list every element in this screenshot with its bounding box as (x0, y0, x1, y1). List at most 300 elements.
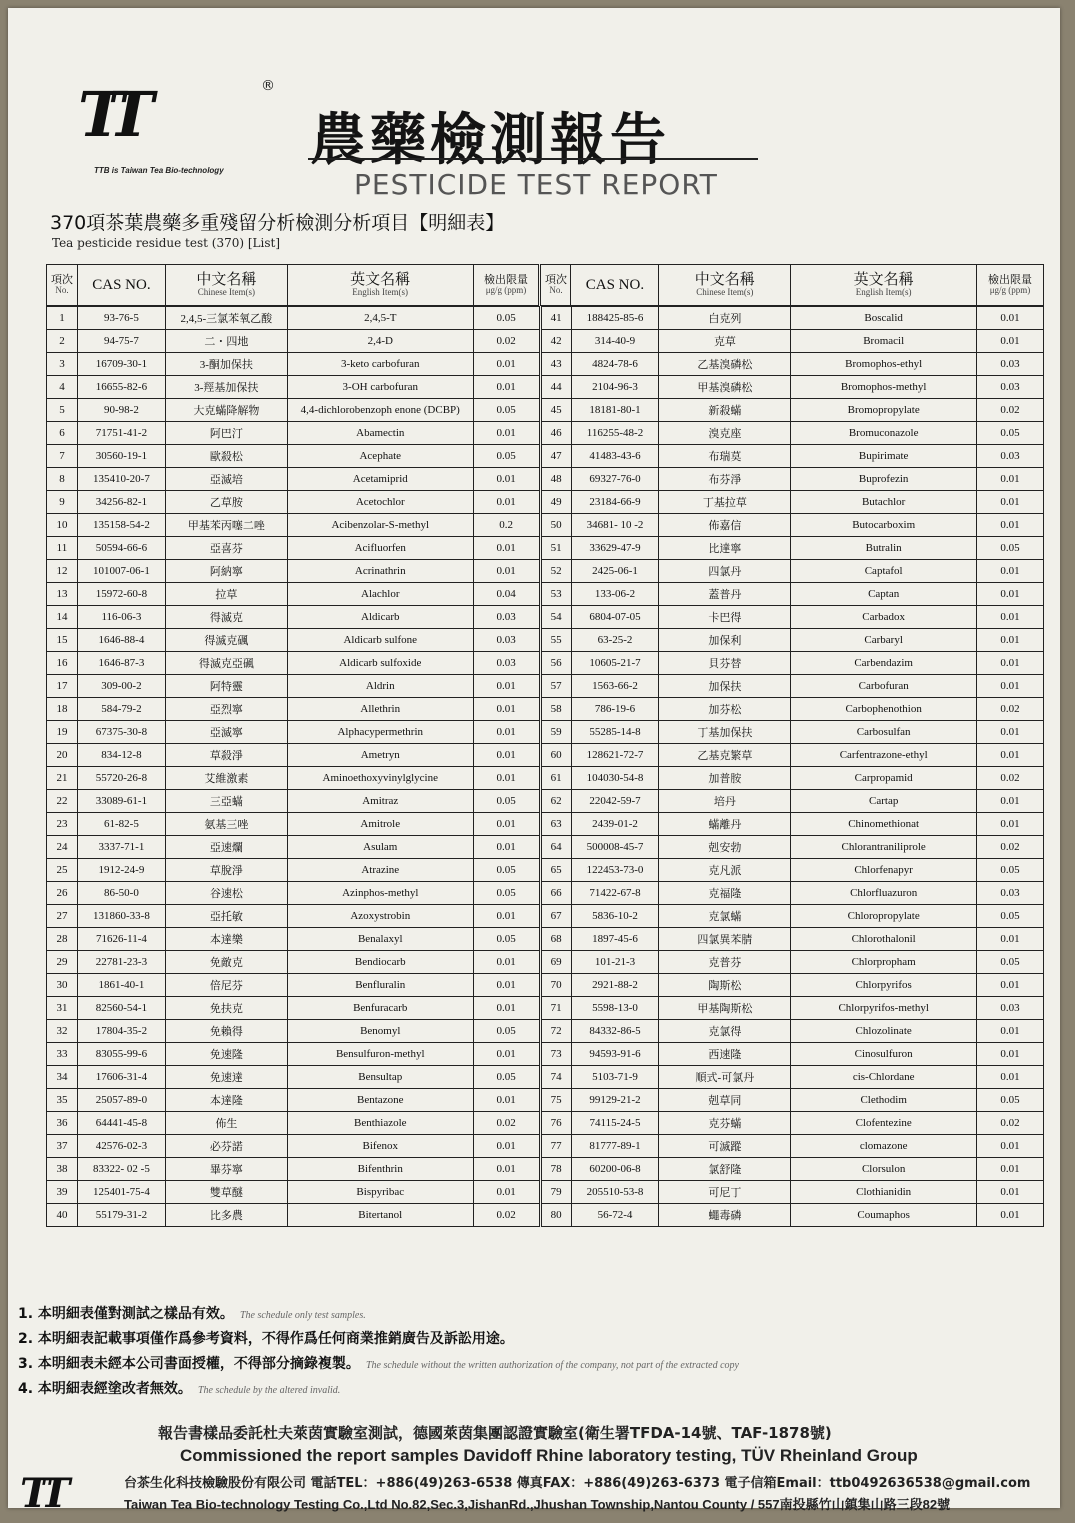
chinese-name: 亞托敏 (165, 905, 287, 928)
detection-limit: 0.02 (977, 767, 1044, 790)
detection-limit: 0.02 (977, 698, 1044, 721)
cas-no: 205510-53-8 (571, 1181, 659, 1204)
detection-limit: 0.01 (977, 1181, 1044, 1204)
row-no: 4 (47, 376, 78, 399)
detection-limit: 0.05 (473, 445, 540, 468)
detection-limit: 0.01 (977, 652, 1044, 675)
cas-no: 4824-78-6 (571, 353, 659, 376)
row-no: 69 (540, 951, 571, 974)
chinese-name: 蓋普丹 (659, 583, 791, 606)
table-row (47, 790, 1044, 813)
title-chinese: 農藥檢測報告 (310, 107, 670, 173)
chinese-name: 亞滅培 (165, 468, 287, 491)
cas-no: 133-06-2 (571, 583, 659, 606)
cas-no: 22042-59-7 (571, 790, 659, 813)
cas-no: 131860-33-8 (77, 905, 165, 928)
row-no: 77 (540, 1135, 571, 1158)
table-row (47, 928, 1044, 951)
row-no: 33 (47, 1043, 78, 1066)
cas-no: 135410-20-7 (77, 468, 165, 491)
table-row (47, 376, 1044, 399)
row-no: 79 (540, 1181, 571, 1204)
cas-no: 16655-82-6 (77, 376, 165, 399)
detection-limit: 0.03 (977, 376, 1044, 399)
cas-no: 42576-02-3 (77, 1135, 165, 1158)
cas-no: 309-00-2 (77, 675, 165, 698)
english-name: Buprofezin (791, 468, 977, 491)
cas-no: 94593-91-6 (571, 1043, 659, 1066)
english-name: Aldicarb sulfone (287, 629, 473, 652)
detection-limit: 0.05 (473, 790, 540, 813)
cas-no: 116-06-3 (77, 606, 165, 629)
detection-limit: 0.05 (977, 422, 1044, 445)
cas-no: 1646-87-3 (77, 652, 165, 675)
registered-mark: ® (261, 78, 275, 94)
cas-no: 2921-88-2 (571, 974, 659, 997)
table-row (47, 652, 1044, 675)
row-no: 74 (540, 1066, 571, 1089)
chinese-name: 克普芬 (659, 951, 791, 974)
cas-no: 90-98-2 (77, 399, 165, 422)
cas-no: 67375-30-8 (77, 721, 165, 744)
cas-no: 10605-21-7 (571, 652, 659, 675)
english-name: Benfluralin (287, 974, 473, 997)
detection-limit: 0.03 (977, 445, 1044, 468)
chinese-name: 甲基溴磷松 (659, 376, 791, 399)
chinese-name: 草脫淨 (165, 859, 287, 882)
cas-no: 122453-73-0 (571, 859, 659, 882)
detection-limit: 0.01 (977, 1158, 1044, 1181)
english-name: Cartap (791, 790, 977, 813)
row-no: 70 (540, 974, 571, 997)
chinese-name: 布瑞莫 (659, 445, 791, 468)
english-name: Chlorpyrifos-methyl (791, 997, 977, 1020)
detection-limit: 0.01 (473, 974, 540, 997)
table-row (47, 744, 1044, 767)
detection-limit: 0.01 (473, 1135, 540, 1158)
row-no: 65 (540, 859, 571, 882)
chinese-name: 卡巴得 (659, 606, 791, 629)
detection-limit: 0.01 (473, 813, 540, 836)
table-row (47, 399, 1044, 422)
english-name: Chlorfluazuron (791, 882, 977, 905)
english-name: Chlozolinate (791, 1020, 977, 1043)
chinese-name: 可尼丁 (659, 1181, 791, 1204)
cas-no: 93-76-5 (77, 307, 165, 330)
chinese-name: 可滅蹤 (659, 1135, 791, 1158)
chinese-name: 蠅毒磷 (659, 1204, 791, 1227)
table-row (47, 813, 1044, 836)
row-no: 54 (540, 606, 571, 629)
table-row (47, 767, 1044, 790)
chinese-name: 艾維激素 (165, 767, 287, 790)
row-no: 28 (47, 928, 78, 951)
chinese-name: 加保扶 (659, 675, 791, 698)
detection-limit: 0.01 (473, 537, 540, 560)
english-name: Bromacil (791, 330, 977, 353)
english-name: Butralin (791, 537, 977, 560)
table-row (47, 353, 1044, 376)
row-no: 32 (47, 1020, 78, 1043)
chinese-name: 2,4,5-三氯苯氧乙酸 (165, 307, 287, 330)
cas-no: 71422-67-8 (571, 882, 659, 905)
english-name: cis-Chlordane (791, 1066, 977, 1089)
detection-limit: 0.01 (977, 560, 1044, 583)
detection-limit: 0.01 (473, 491, 540, 514)
detection-limit: 0.01 (977, 790, 1044, 813)
chinese-name: 歐殺松 (165, 445, 287, 468)
row-no: 61 (540, 767, 571, 790)
chinese-name: 乙基克繁草 (659, 744, 791, 767)
english-name: Captafol (791, 560, 977, 583)
row-no: 36 (47, 1112, 78, 1135)
chinese-name: 大克蟎降解物 (165, 399, 287, 422)
detection-limit: 0.01 (977, 1020, 1044, 1043)
row-no: 45 (540, 399, 571, 422)
chinese-name: 克草 (659, 330, 791, 353)
chinese-name: 氯舒隆 (659, 1158, 791, 1181)
detection-limit: 0.01 (473, 721, 540, 744)
english-name: Chlorpyrifos (791, 974, 977, 997)
report-page (8, 8, 1060, 1517)
cas-no: 64441-45-8 (77, 1112, 165, 1135)
english-name: Amitrole (287, 813, 473, 836)
detection-limit: 0.01 (473, 951, 540, 974)
detection-limit: 0.01 (977, 813, 1044, 836)
detection-limit: 0.01 (977, 468, 1044, 491)
chinese-name: 本達樂 (165, 928, 287, 951)
row-no: 2 (47, 330, 78, 353)
detection-limit: 0.05 (473, 859, 540, 882)
detection-limit: 0.05 (977, 905, 1044, 928)
chinese-name: 克氯得 (659, 1020, 791, 1043)
footer-address-english: Taiwan Tea Bio-technology Testing Co.,Ltd No.82,Sec.3,JishanRd.,Jhushan Township,Nantou County / 557南投縣竹山鎮集山路三段82號 (124, 1497, 951, 1512)
english-name: Bromuconazole (791, 422, 977, 445)
cas-no: 188425-85-6 (571, 307, 659, 330)
english-name: Bentazone (287, 1089, 473, 1112)
cas-no: 786-19-6 (571, 698, 659, 721)
col-no: 項次 No. (540, 265, 571, 306)
detection-limit: 0.01 (473, 836, 540, 859)
cas-no: 50594-66-6 (77, 537, 165, 560)
row-no: 71 (540, 997, 571, 1020)
chinese-name: 溴克座 (659, 422, 791, 445)
chinese-name: 新殺蟎 (659, 399, 791, 422)
chinese-name: 蟎離丹 (659, 813, 791, 836)
note-2: 2. 本明細表記載事項僅作爲參考資料，不得作爲任何商業推銷廣告及訴訟用途。 (18, 1331, 514, 1347)
chinese-name: 三亞蟎 (165, 790, 287, 813)
row-no: 68 (540, 928, 571, 951)
detection-limit: 0.2 (473, 514, 540, 537)
cas-no: 1861-40-1 (77, 974, 165, 997)
english-name: Acetochlor (287, 491, 473, 514)
english-name: Benfuracarb (287, 997, 473, 1020)
english-name: Cinosulfuron (791, 1043, 977, 1066)
cas-no: 60200-06-8 (571, 1158, 659, 1181)
cas-no: 3337-71-1 (77, 836, 165, 859)
cas-no: 834-12-8 (77, 744, 165, 767)
ttb-logo (56, 78, 281, 178)
english-name: Asulam (287, 836, 473, 859)
cas-no: 83322- 02 -5 (77, 1158, 165, 1181)
detection-limit: 0.05 (473, 1066, 540, 1089)
cas-no: 1646-88-4 (77, 629, 165, 652)
english-name: Acephate (287, 445, 473, 468)
chinese-name: 四氯丹 (659, 560, 791, 583)
row-no: 30 (47, 974, 78, 997)
cas-no: 116255-48-2 (571, 422, 659, 445)
english-name: Clothianidin (791, 1181, 977, 1204)
chinese-name: 免速隆 (165, 1043, 287, 1066)
col-limit: 檢出限量 μg/g (ppm) (976, 265, 1043, 306)
row-no: 73 (540, 1043, 571, 1066)
cas-no: 1897-45-6 (571, 928, 659, 951)
chinese-name: 免敵克 (165, 951, 287, 974)
table-row (47, 560, 1044, 583)
english-name: Carfentrazone-ethyl (791, 744, 977, 767)
chinese-name: 加普胺 (659, 767, 791, 790)
chinese-name: 比多農 (165, 1204, 287, 1227)
cas-no: 56-72-4 (571, 1204, 659, 1227)
english-name: Alachlor (287, 583, 473, 606)
detection-limit: 0.01 (977, 1204, 1044, 1227)
detection-limit: 0.01 (473, 997, 540, 1020)
commission-chinese: 報告書樣品委託杜夫萊茵實驗室測試，德國萊茵集團認證實驗室(衛生署TFDA-14號、TAF-1878號) (158, 1424, 832, 1442)
english-name: Aldicarb (287, 606, 473, 629)
cas-no: 99129-21-2 (571, 1089, 659, 1112)
chinese-name: 谷速松 (165, 882, 287, 905)
detection-limit: 0.01 (473, 1043, 540, 1066)
detection-limit: 0.01 (473, 560, 540, 583)
cas-no: 30560-19-1 (77, 445, 165, 468)
row-no: 7 (47, 445, 78, 468)
chinese-name: 亞烈寧 (165, 698, 287, 721)
col-chinese: 中文名稱 Chinese Item(s) (659, 265, 791, 306)
chinese-name: 得滅克亞碸 (165, 652, 287, 675)
row-no: 47 (540, 445, 571, 468)
english-name: Bifenox (287, 1135, 473, 1158)
cas-no: 55285-14-8 (571, 721, 659, 744)
row-no: 29 (47, 951, 78, 974)
english-name: Chlorpropham (791, 951, 977, 974)
chinese-name: 阿納寧 (165, 560, 287, 583)
cas-no: 125401-75-4 (77, 1181, 165, 1204)
english-name: Carbofuran (791, 675, 977, 698)
row-no: 43 (540, 353, 571, 376)
english-name: Aminoethoxyvinylglycine (287, 767, 473, 790)
table-row (47, 468, 1044, 491)
detection-limit: 0.03 (473, 629, 540, 652)
detection-limit: 0.01 (473, 1181, 540, 1204)
english-name: Clorsulon (791, 1158, 977, 1181)
table-row (47, 997, 1044, 1020)
cas-no: 104030-54-8 (571, 767, 659, 790)
english-name: Abamectin (287, 422, 473, 445)
table-row (47, 698, 1044, 721)
row-no: 18 (47, 698, 78, 721)
cas-no: 41483-43-6 (571, 445, 659, 468)
chinese-name: 乙基溴磷松 (659, 353, 791, 376)
row-no: 53 (540, 583, 571, 606)
chinese-name: 克凡派 (659, 859, 791, 882)
row-no: 42 (540, 330, 571, 353)
table-row (47, 1043, 1044, 1066)
cas-no: 84332-86-5 (571, 1020, 659, 1043)
chinese-name: 白克列 (659, 307, 791, 330)
english-name: Chlorantraniliprole (791, 836, 977, 859)
table-row (47, 882, 1044, 905)
english-name: 2,4-D (287, 330, 473, 353)
cas-no: 74115-24-5 (571, 1112, 659, 1135)
chinese-name: 亞喜芬 (165, 537, 287, 560)
table-row (47, 951, 1044, 974)
detection-limit: 0.02 (977, 1112, 1044, 1135)
col-cas: CAS NO. (571, 265, 659, 306)
row-no: 67 (540, 905, 571, 928)
row-no: 35 (47, 1089, 78, 1112)
row-no: 6 (47, 422, 78, 445)
table-row (47, 1066, 1044, 1089)
chinese-name: 亞速爛 (165, 836, 287, 859)
cas-no: 18181-80-1 (571, 399, 659, 422)
chinese-name: 免速達 (165, 1066, 287, 1089)
table-row (47, 859, 1044, 882)
chinese-name: 拉草 (165, 583, 287, 606)
table-row (47, 307, 1044, 330)
english-name: Chinomethionat (791, 813, 977, 836)
detection-limit: 0.01 (473, 1089, 540, 1112)
row-no: 20 (47, 744, 78, 767)
chinese-name: 本達隆 (165, 1089, 287, 1112)
chinese-name: 培丹 (659, 790, 791, 813)
detection-limit: 0.05 (977, 1089, 1044, 1112)
cas-no: 55720-26-8 (77, 767, 165, 790)
table-header (46, 264, 1044, 306)
english-name: Bromophos-methyl (791, 376, 977, 399)
detection-limit: 0.03 (977, 997, 1044, 1020)
english-name: clomazone (791, 1135, 977, 1158)
detection-limit: 0.01 (473, 353, 540, 376)
english-name: Bromopropylate (791, 399, 977, 422)
cas-no: 16709-30-1 (77, 353, 165, 376)
chinese-name: 草殺淨 (165, 744, 287, 767)
chinese-name: 順式-可氯丹 (659, 1066, 791, 1089)
row-no: 66 (540, 882, 571, 905)
chinese-name: 比達寧 (659, 537, 791, 560)
row-no: 41 (540, 307, 571, 330)
detection-limit: 0.01 (977, 1066, 1044, 1089)
footer-logo: TT (20, 1470, 63, 1517)
table-row (47, 537, 1044, 560)
subtitle-english: Tea pesticide residue test (370) [List] (52, 236, 281, 250)
row-no: 57 (540, 675, 571, 698)
row-no: 25 (47, 859, 78, 882)
row-no: 38 (47, 1158, 78, 1181)
chinese-name: 克芬蟎 (659, 1112, 791, 1135)
cas-no: 2104-96-3 (571, 376, 659, 399)
table-row (47, 583, 1044, 606)
table-row (47, 606, 1044, 629)
chinese-name: 四氯異苯腈 (659, 928, 791, 951)
english-name: Acifluorfen (287, 537, 473, 560)
english-name: Chlorfenapyr (791, 859, 977, 882)
table-row (47, 330, 1044, 353)
chinese-name: 免賴得 (165, 1020, 287, 1043)
title-english: PESTICIDE TEST REPORT (354, 168, 718, 201)
chinese-name: 必芬諾 (165, 1135, 287, 1158)
row-no: 34 (47, 1066, 78, 1089)
cas-no: 101-21-3 (571, 951, 659, 974)
detection-limit: 0.01 (977, 675, 1044, 698)
detection-limit: 0.05 (977, 951, 1044, 974)
english-name: Benalaxyl (287, 928, 473, 951)
cas-no: 86-50-0 (77, 882, 165, 905)
col-limit: 檢出限量 μg/g (ppm) (473, 265, 540, 306)
table-row (47, 721, 1044, 744)
row-no: 37 (47, 1135, 78, 1158)
detection-limit: 0.04 (473, 583, 540, 606)
chinese-name: 貝芬替 (659, 652, 791, 675)
table-row (47, 491, 1044, 514)
cas-no: 55179-31-2 (77, 1204, 165, 1227)
chinese-name: 3-羥基加保扶 (165, 376, 287, 399)
detection-limit: 0.05 (977, 537, 1044, 560)
detection-limit: 0.01 (473, 698, 540, 721)
subtitle-chinese: 370項茶葉農藥多重殘留分析檢測分析項目【明細表】 (50, 212, 505, 234)
row-no: 55 (540, 629, 571, 652)
english-name: Chloropropylate (791, 905, 977, 928)
table-row (47, 1181, 1044, 1204)
chinese-name: 倍尼芬 (165, 974, 287, 997)
row-no: 3 (47, 353, 78, 376)
cas-no: 135158-54-2 (77, 514, 165, 537)
row-no: 22 (47, 790, 78, 813)
detection-limit: 0.02 (473, 330, 540, 353)
chinese-name: 陶斯松 (659, 974, 791, 997)
detection-limit: 0.01 (977, 307, 1044, 330)
row-no: 14 (47, 606, 78, 629)
detection-limit: 0.01 (473, 422, 540, 445)
row-no: 10 (47, 514, 78, 537)
english-name: Bensultap (287, 1066, 473, 1089)
english-name: Carbaryl (791, 629, 977, 652)
cas-no: 33629-47-9 (571, 537, 659, 560)
table-row (47, 974, 1044, 997)
cas-no: 5598-13-0 (571, 997, 659, 1020)
row-no: 75 (540, 1089, 571, 1112)
detection-limit: 0.05 (473, 399, 540, 422)
cas-no: 69327-76-0 (571, 468, 659, 491)
row-no: 39 (47, 1181, 78, 1204)
row-no: 78 (540, 1158, 571, 1181)
col-english: 英文名稱 English Item(s) (791, 265, 977, 306)
row-no: 13 (47, 583, 78, 606)
cas-no: 17804-35-2 (77, 1020, 165, 1043)
row-no: 64 (540, 836, 571, 859)
row-no: 44 (540, 376, 571, 399)
detection-limit: 0.02 (473, 1204, 540, 1227)
chinese-name: 二・四地 (165, 330, 287, 353)
col-chinese: 中文名稱 Chinese Item(s) (165, 265, 287, 306)
english-name: 4,4-dichlorobenzoph enone (DCBP) (287, 399, 473, 422)
english-name: Atrazine (287, 859, 473, 882)
table-row (47, 422, 1044, 445)
chinese-name: 雙草醚 (165, 1181, 287, 1204)
english-name: Acrinathrin (287, 560, 473, 583)
detection-limit: 0.01 (977, 491, 1044, 514)
cas-no: 61-82-5 (77, 813, 165, 836)
row-no: 21 (47, 767, 78, 790)
